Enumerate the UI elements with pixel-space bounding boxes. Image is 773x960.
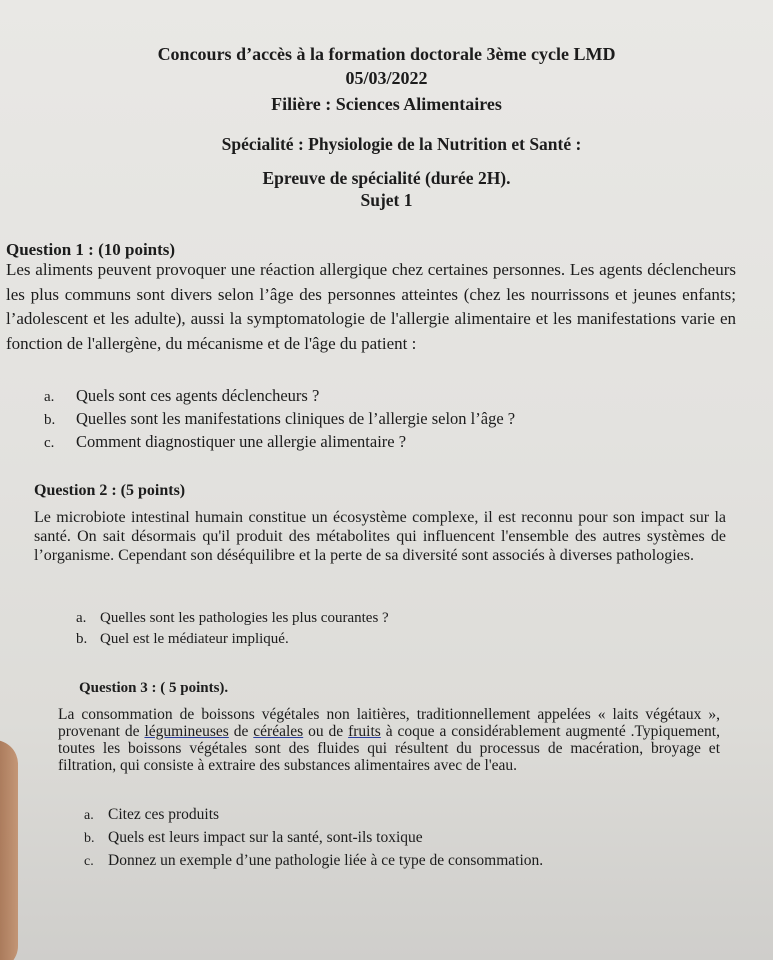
header-filiere: Filière : Sciences Alimentaires bbox=[271, 94, 502, 114]
list-item-text: Quelles sont les pathologies les plus courantes ? bbox=[100, 610, 389, 626]
underlined-word-cereales: céréales bbox=[253, 723, 304, 740]
question3-title: Question 3 : ( 5 points). bbox=[79, 680, 229, 696]
list-item bbox=[44, 385, 515, 408]
list-item bbox=[76, 608, 389, 629]
list-item-text: Comment diagnostiquer une allergie alimentaire ? bbox=[76, 432, 407, 451]
text-segment: La consommation de boissons végétales non laitières, traditionnellement appelées « laits végétaux », provenant de bbox=[58, 706, 720, 740]
question3-text bbox=[58, 706, 720, 774]
list-marker: a. bbox=[44, 389, 55, 405]
list-item-text: Quel est le médiateur impliqué. bbox=[100, 631, 289, 647]
text-segment: de bbox=[228, 723, 254, 740]
question3-list bbox=[84, 804, 543, 873]
list-marker: b. bbox=[84, 831, 95, 846]
list-marker: c. bbox=[44, 435, 55, 451]
list-item bbox=[44, 431, 515, 454]
list-item-text: Donnez un exemple d’une pathologie liée à ce type de consommation. bbox=[108, 852, 544, 869]
list-marker: a. bbox=[84, 808, 94, 823]
text-segment: ou de bbox=[303, 723, 349, 740]
list-item bbox=[84, 827, 543, 850]
question1-list bbox=[44, 385, 515, 454]
question2-title: Question 2 : (5 points) bbox=[34, 482, 186, 499]
question2-list bbox=[76, 608, 389, 650]
list-item-text: Quels sont ces agents déclencheurs ? bbox=[76, 386, 320, 405]
list-marker: c. bbox=[84, 854, 94, 869]
text-segment: à coque a considérablement augmenté .Typiquement, toutes les boissons végétales sont des fluides qui résultent du processus de macération, broyage et filtration, qui consiste à extraire des substances alimentaires avec de l'eau. bbox=[58, 723, 720, 774]
list-marker: a. bbox=[76, 610, 87, 626]
list-item-text: Citez ces produits bbox=[108, 806, 220, 823]
list-marker: b. bbox=[76, 631, 88, 647]
underlined-word-fruits: fruits bbox=[348, 723, 381, 740]
underlined-word-legumineuses: légumineuses bbox=[144, 723, 229, 740]
list-item bbox=[84, 804, 543, 827]
header-epreuve: Epreuve de spécialité (durée 2H). bbox=[262, 168, 511, 188]
list-item-text: Quelles sont les manifestations cliniques de l’allergie selon l’âge ? bbox=[76, 409, 516, 428]
list-marker: b. bbox=[44, 412, 56, 428]
list-item bbox=[84, 850, 543, 873]
question2-text: Le microbiote intestinal humain constitue un écosystème complexe, il est reconnu pour son impact sur la santé. On sait désormais qu'il produit des métabolites qui influencent l'ensemble des autres systèmes de l’organisme. Cependant son déséquilibre et la perte de sa diversité sont associés à diverses pathologies. bbox=[34, 509, 726, 564]
question1-title: Question 1 : (10 points) bbox=[6, 240, 176, 259]
question1-text: Les aliments peuvent provoquer une réaction allergique chez certaines personnes. Les agents déclencheurs les plus communs sont divers selon l’âge des personnes atteintes (chez les nourrissons et jeunes enfants; l’adolescent et les adulte), aussi la symptomatologie de l'allergie alimentaire et les manifestations varie en fonction de l'allergène, du mécanisme et de l'âge du patient : bbox=[6, 260, 736, 353]
header-specialite: Spécialité : Physiologie de la Nutrition et Santé : bbox=[221, 134, 582, 154]
list-item bbox=[76, 629, 389, 650]
header-sujet: Sujet 1 bbox=[360, 190, 413, 210]
list-item bbox=[44, 408, 515, 431]
list-item-text: Quels est leurs impact sur la santé, sont-ils toxique bbox=[108, 829, 423, 846]
header-title: Concours d’accès à la formation doctorale 3ème cycle LMD bbox=[157, 44, 616, 64]
finger-shadow bbox=[0, 740, 18, 960]
header-date: 05/03/2022 bbox=[345, 68, 428, 88]
